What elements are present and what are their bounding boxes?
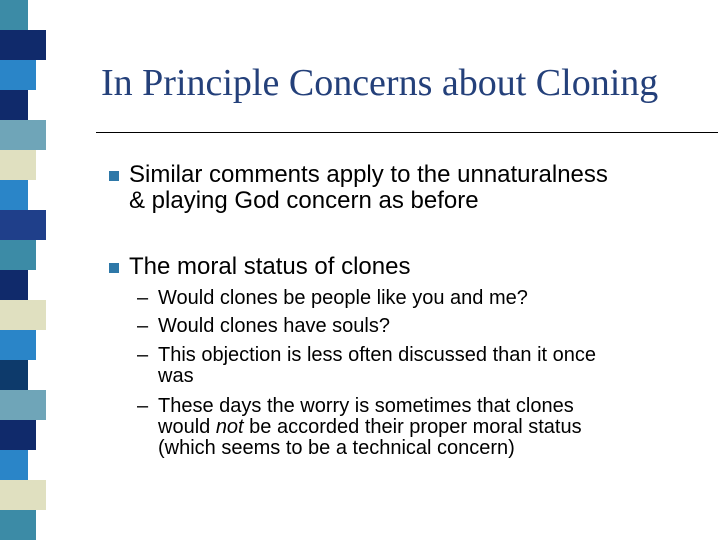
- title-underline: [96, 132, 718, 133]
- dash-marker: –: [137, 395, 149, 417]
- sub-bullet-line: was: [158, 365, 194, 387]
- bullet-line: Similar comments apply to the unnaturalness: [129, 161, 608, 188]
- stripe-block: [0, 0, 28, 30]
- stripe-block: [0, 420, 36, 450]
- dash-marker: –: [137, 315, 149, 337]
- slide-title: In Principle Concerns about Cloning: [101, 62, 659, 104]
- sub-bullet-text: [158, 396, 678, 459]
- sub-bullet-line: This objection is less often discussed than it once: [158, 344, 597, 366]
- square-bullet-icon: [109, 263, 119, 273]
- bullet-text: [129, 162, 689, 214]
- bullet-line: The moral status of clones: [129, 253, 411, 280]
- stripe-block: [0, 150, 36, 180]
- stripe-block: [0, 120, 46, 150]
- stripe-block: [0, 390, 46, 420]
- dash-marker: –: [137, 287, 149, 309]
- stripe-block: [0, 360, 28, 390]
- bullet-line: & playing God concern as before: [129, 187, 479, 214]
- stripe-block: [0, 270, 28, 300]
- stripe-block: [0, 330, 36, 360]
- stripe-block: [0, 30, 46, 60]
- decorative-side-stripe: [0, 0, 58, 540]
- stripe-block: [0, 210, 46, 240]
- stripe-block: [0, 240, 36, 270]
- sub-bullet-text: [158, 288, 678, 309]
- sub-bullet-line: would not be accorded their proper moral status: [158, 416, 582, 438]
- square-bullet-icon: [109, 171, 119, 181]
- sub-bullet-line: (which seems to be a technical concern): [158, 437, 515, 459]
- stripe-block: [0, 510, 36, 540]
- dash-marker: –: [137, 344, 149, 366]
- stripe-block: [0, 90, 28, 120]
- sub-bullet-text: [158, 345, 678, 387]
- stripe-block: [0, 300, 46, 330]
- sub-bullet-line: These days the worry is sometimes that clones: [158, 395, 574, 417]
- sub-bullet-text: [158, 316, 678, 337]
- emphasis-text: not: [215, 416, 244, 438]
- stripe-block: [0, 60, 36, 90]
- stripe-block: [0, 180, 28, 210]
- stripe-block: [0, 450, 28, 480]
- bullet-text: [129, 254, 689, 280]
- stripe-block: [0, 480, 46, 510]
- sub-bullet-line: Would clones be people like you and me?: [158, 287, 528, 309]
- sub-bullet-line: Would clones have souls?: [158, 315, 390, 337]
